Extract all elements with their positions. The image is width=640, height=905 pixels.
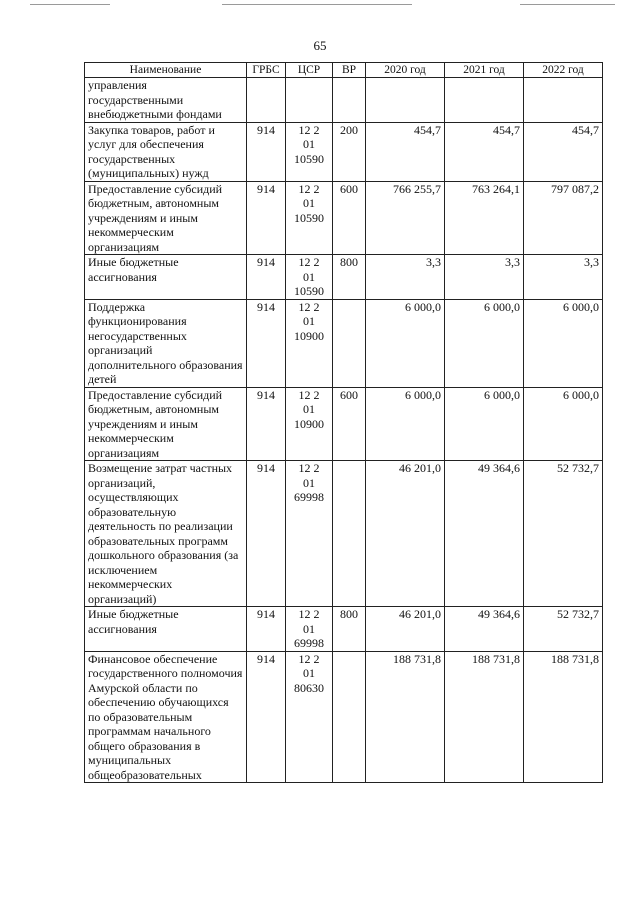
- table-row: [85, 255, 603, 300]
- csr-code-part: 69998: [294, 636, 324, 650]
- row-grbs-cell: 914: [247, 607, 286, 652]
- row-2022-cell: [524, 78, 603, 123]
- table-row: [85, 299, 603, 387]
- row-csr-cell: [286, 461, 333, 607]
- row-name-cell: Финансовое обеспечение государственного полномочия Амурской области по обеспечению обучающихся по образовательным программам начального общего образования в муниципальных общеобразовательных: [85, 651, 247, 783]
- csr-code-part: 01: [303, 402, 315, 416]
- row-vr-cell: [333, 78, 366, 123]
- row-2021-cell: 454,7: [445, 122, 524, 181]
- row-name-cell: Закупка товаров, работ и услуг для обеспечения государственных (муниципальных) нужд: [85, 122, 247, 181]
- csr-code-part: 01: [303, 196, 315, 210]
- row-vr-cell: 800: [333, 255, 366, 300]
- row-csr-cell: [286, 299, 333, 387]
- row-2020-cell: 454,7: [366, 122, 445, 181]
- csr-code-part: 01: [303, 666, 315, 680]
- row-csr-cell: [286, 387, 333, 461]
- row-2022-cell: 6 000,0: [524, 299, 603, 387]
- row-2022-cell: 52 732,7: [524, 607, 603, 652]
- row-2021-cell: 6 000,0: [445, 299, 524, 387]
- row-name-cell: Предоставление субсидий бюджетным, автономным учреждениям и иным некоммерческим организациям: [85, 387, 247, 461]
- header-2020: 2020 год: [366, 63, 445, 78]
- row-2022-cell: 188 731,8: [524, 651, 603, 783]
- row-2020-cell: 6 000,0: [366, 299, 445, 387]
- table-row: [85, 78, 603, 123]
- row-vr-cell: 600: [333, 387, 366, 461]
- row-2020-cell: 46 201,0: [366, 607, 445, 652]
- row-2020-cell: 6 000,0: [366, 387, 445, 461]
- header-name: Наименование: [85, 63, 247, 78]
- row-name-cell: Возмещение затрат частных организаций, осуществляющих образовательную деятельность по реализации образовательных программ дошкольного образования (за исключением некоммерческих организаций): [85, 461, 247, 607]
- table-row: [85, 651, 603, 783]
- row-grbs-cell: 914: [247, 651, 286, 783]
- csr-code-part: 12 2: [298, 607, 320, 621]
- scan-edge-line-mid: [222, 4, 412, 5]
- row-2021-cell: 49 364,6: [445, 607, 524, 652]
- row-grbs-cell: 914: [247, 255, 286, 300]
- row-2021-cell: 763 264,1: [445, 181, 524, 255]
- row-2021-cell: 49 364,6: [445, 461, 524, 607]
- row-name-cell: Иные бюджетные ассигнования: [85, 607, 247, 652]
- header-vr: ВР: [333, 63, 366, 78]
- row-2022-cell: 454,7: [524, 122, 603, 181]
- scan-edge-line-right: [520, 4, 615, 5]
- csr-code-part: 12 2: [298, 255, 320, 269]
- table-body: [85, 78, 603, 783]
- csr-code-part: 01: [303, 137, 315, 151]
- row-name-cell: Поддержка функционирования негосударственных организаций дополнительного образования детей: [85, 299, 247, 387]
- row-grbs-cell: 914: [247, 181, 286, 255]
- table-row: [85, 122, 603, 181]
- csr-code-part: 10900: [294, 328, 324, 343]
- row-2022-cell: 6 000,0: [524, 387, 603, 461]
- row-csr-cell: [286, 181, 333, 255]
- row-csr-cell: [286, 651, 333, 783]
- scan-edge-line-left: [30, 4, 110, 5]
- table-header-row: [85, 63, 603, 78]
- csr-code-part: 80630: [294, 680, 324, 695]
- csr-code-part: 12 2: [298, 461, 320, 475]
- csr-code-part: 10590: [294, 284, 324, 298]
- csr-code-part: 01: [303, 475, 315, 490]
- row-2022-cell: 52 732,7: [524, 461, 603, 607]
- row-2021-cell: 188 731,8: [445, 651, 524, 783]
- csr-code-part: 01: [303, 314, 315, 328]
- row-vr-cell: 800: [333, 607, 366, 652]
- row-csr-cell: [286, 78, 333, 123]
- table-row: [85, 607, 603, 652]
- page-number: 65: [313, 38, 327, 53]
- row-grbs-cell: 914: [247, 299, 286, 387]
- row-2021-cell: [445, 78, 524, 123]
- row-csr-cell: [286, 122, 333, 181]
- budget-table: [84, 62, 603, 783]
- row-2020-cell: 188 731,8: [366, 651, 445, 783]
- csr-code-part: 12 2: [298, 122, 320, 137]
- row-2020-cell: 46 201,0: [366, 461, 445, 607]
- row-csr-cell: [286, 255, 333, 300]
- table-row: [85, 461, 603, 607]
- csr-code-part: 12 2: [298, 651, 320, 666]
- row-grbs-cell: 914: [247, 387, 286, 461]
- row-2020-cell: [366, 78, 445, 123]
- header-2021: 2021 год: [445, 63, 524, 78]
- row-2021-cell: 3,3: [445, 255, 524, 300]
- csr-code-part: 10590: [294, 151, 324, 166]
- row-grbs-cell: 914: [247, 461, 286, 607]
- row-2022-cell: 3,3: [524, 255, 603, 300]
- row-name-cell: Предоставление субсидий бюджетным, автономным учреждениям и иным некоммерческим организациям: [85, 181, 247, 255]
- row-csr-cell: [286, 607, 333, 652]
- csr-code-part: 69998: [294, 490, 324, 504]
- csr-code-part: 12 2: [298, 181, 320, 196]
- table-row: [85, 181, 603, 255]
- csr-code-part: 10900: [294, 416, 324, 431]
- row-2020-cell: 3,3: [366, 255, 445, 300]
- csr-code-part: 01: [303, 269, 315, 284]
- header-2022: 2022 год: [524, 63, 603, 78]
- row-grbs-cell: 914: [247, 122, 286, 181]
- row-name-cell: Иные бюджетные ассигнования: [85, 255, 247, 300]
- row-vr-cell: 600: [333, 181, 366, 255]
- row-grbs-cell: [247, 78, 286, 123]
- row-vr-cell: 200: [333, 122, 366, 181]
- row-name-cell: управления государственными внебюджетными фондами: [85, 78, 247, 123]
- row-2020-cell: 766 255,7: [366, 181, 445, 255]
- csr-code-part: 12 2: [298, 299, 320, 314]
- header-grbs: ГРБС: [247, 63, 286, 78]
- row-2022-cell: 797 087,2: [524, 181, 603, 255]
- row-2021-cell: 6 000,0: [445, 387, 524, 461]
- table-row: [85, 387, 603, 461]
- csr-code-part: 10590: [294, 210, 324, 225]
- header-csr: ЦСР: [286, 63, 333, 78]
- csr-code-part: 12 2: [298, 387, 320, 402]
- row-vr-cell: [333, 299, 366, 387]
- csr-code-part: 01: [303, 621, 315, 636]
- row-vr-cell: [333, 651, 366, 783]
- row-vr-cell: [333, 461, 366, 607]
